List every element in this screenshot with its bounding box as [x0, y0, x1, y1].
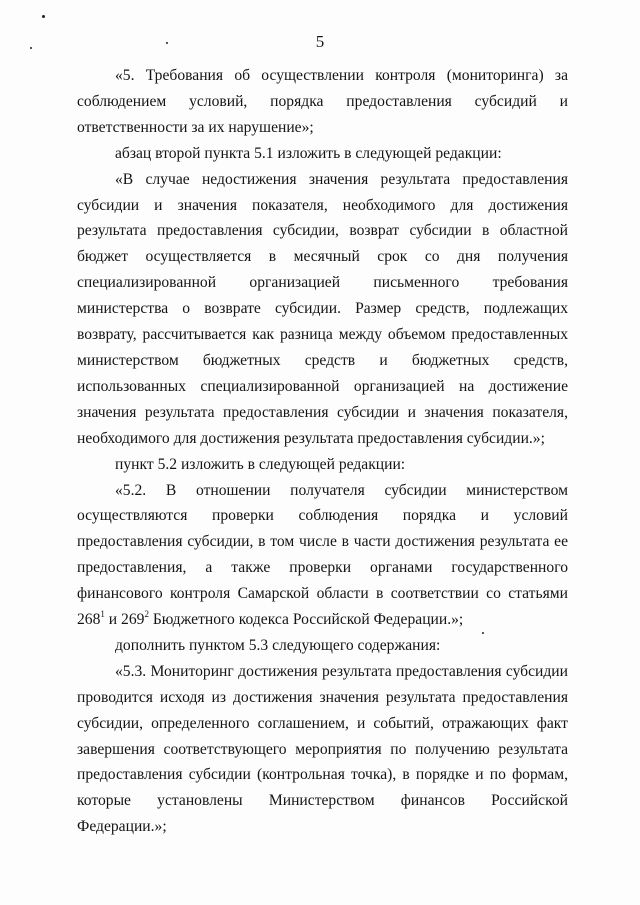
paragraph-clause-5-2	[77, 478, 568, 633]
paragraph-instruction-5-1: абзац второй пункта 5.1 изложить в следующей редакции:	[115, 144, 502, 162]
document-body	[77, 63, 568, 840]
scan-speck	[42, 15, 45, 18]
page-number: 5	[315, 32, 325, 51]
superscript-2: 2	[144, 608, 149, 619]
clause-5-2-text-before: «5.2. В отношении получателя субсидии министерством осуществляются проверки соблюдения порядка и условий предоставления субсидии, в том числе в части достижения результата ее предоставления, а также проверки органами государственного финансового контроля Самарской области в соответствии со статьями 268	[77, 481, 568, 629]
clause-5-2-text-middle: и 269	[104, 611, 145, 629]
paragraph-instruction-5-2: пункт 5.2 изложить в следующей редакции:	[115, 455, 406, 473]
superscript-1: 1	[100, 608, 105, 619]
clause-5-2-text-after: Бюджетного кодекса Российской Федерации.»;	[148, 611, 464, 629]
paragraph-section-5-title: «5. Требования об осуществлении контроля (мониторинга) за соблюдением условий, порядка предоставления субсидий и ответственности за их нарушение»;	[77, 67, 568, 136]
paragraph-clause-5-1: «В случае недостижения значения результата предоставления субсидии и значения показателя, необходимого для достижения результата предоставления субсидии, возврат субсидии в областной бюджет осуществляется в месячный срок со дня получения специализированной организацией письменного требования министерства о возврате субсидии. Размер средств, подлежащих возврату, рассчитывается как разница между объемом предоставленных министерством бюджетных средств и бюджетных средств, использованных специализированной организацией на достижение значения результата предоставления субсидии и значения показателя, необходимого для достижения результата предоставления субсидии.»;	[77, 170, 568, 447]
paragraph-instruction-5-3: дополнить пунктом 5.3 следующего содержания:	[115, 636, 441, 654]
paragraph-clause-5-3: «5.3. Мониторинг достижения результата предоставления субсидии проводится исходя из достижения значения результата предоставления субсидии, определенного соглашением, и событий, отражающих факт завершения соответствующего мероприятия по получению результата предоставления субсидии (контрольная точка), в порядке и по формам, которые установлены Министерством финансов Российской Федерации.»;	[77, 662, 568, 836]
